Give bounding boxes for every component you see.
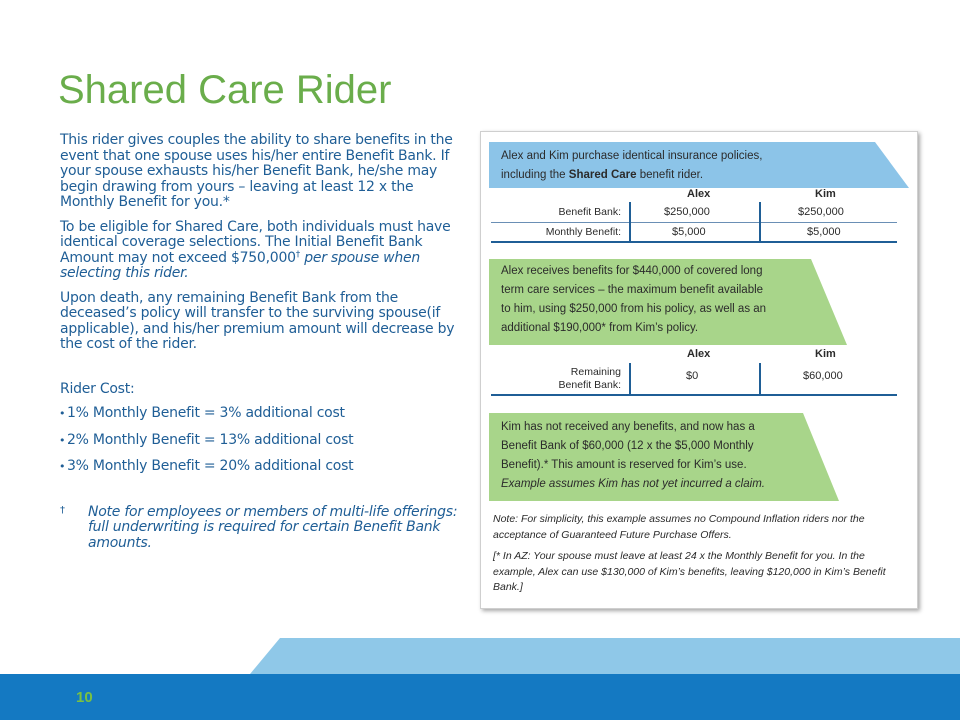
spacer bbox=[60, 362, 468, 382]
bullet-icon: • bbox=[59, 407, 66, 420]
footer-dark-band bbox=[0, 674, 960, 720]
alex-monthly-benefit: $5,000 bbox=[672, 226, 706, 238]
banner-kim-benefits bbox=[489, 413, 839, 501]
alex-remaining: $0 bbox=[686, 370, 699, 382]
bullet-icon: • bbox=[59, 433, 66, 447]
bullet-text: 1% Monthly Benefit = 3% additional cost bbox=[67, 405, 345, 421]
banner-bold-text: Shared Care bbox=[568, 169, 637, 181]
footnote bbox=[60, 505, 468, 552]
banner-line bbox=[501, 166, 909, 185]
banner-line: Benefit).* This amount is reserved for Kim’s use. bbox=[501, 459, 747, 471]
bullet-icon: • bbox=[59, 460, 66, 473]
kim-monthly-benefit: $5,000 bbox=[807, 226, 841, 238]
benefit-table-remaining bbox=[489, 346, 901, 402]
slide-title: Shared Care Rider bbox=[58, 68, 392, 112]
alex-benefit-bank: $250,000 bbox=[664, 206, 710, 218]
banner-alex-text bbox=[489, 259, 847, 338]
row-label-benefit-bank: Benefit Bank: bbox=[558, 206, 621, 218]
eligibility-text: To be eligible for Shared Care, both individuals must have identical coverage selections. The Initial Benefit Bank Amount may not exceed $750,000 bbox=[60, 218, 451, 266]
banner-line: Alex and Kim purchase identical insurance policies, bbox=[501, 150, 763, 162]
figure-note-az: [* In AZ: Your spouse must leave at least 24 x the Monthly Benefit for you. In the example, Alex can use $130,000 of Kim’s benefits, leaving $120,000 in Kim’s Benefit Bank.] bbox=[493, 550, 886, 593]
paragraph-eligibility bbox=[60, 220, 468, 282]
footer-band bbox=[0, 638, 960, 720]
list-item bbox=[60, 459, 468, 475]
table-column-divider bbox=[759, 202, 761, 242]
banner-kim-text bbox=[489, 413, 839, 494]
list-item bbox=[60, 433, 468, 449]
column-header-kim: Kim bbox=[815, 188, 836, 200]
banner-line: Alex receives benefits for $440,000 of covered long bbox=[501, 265, 763, 277]
row-label-remaining: Remaining bbox=[570, 366, 621, 378]
paragraph-shared-care-intro: This rider gives couples the ability to share benefits in the event that one spouse uses his/her entire Benefit Bank. If your spouse exhausts his/her Benefit Bank, he/she may begin drawing from yours – leaving at least 12 x the Monthly Benefit for you.* bbox=[60, 132, 453, 210]
banner-purchase bbox=[489, 142, 909, 188]
table-column-divider bbox=[629, 202, 631, 242]
shared-care-example-figure bbox=[480, 131, 918, 609]
dagger-superscript: † bbox=[295, 249, 301, 260]
banner-line: term care services – the maximum benefit available bbox=[501, 284, 764, 296]
rider-cost-list bbox=[60, 406, 468, 475]
table-column-divider bbox=[759, 363, 761, 395]
paragraph-death-transfer: Upon death, any remaining Benefit Bank from the deceased’s policy will transfer to the surviving spouse(if applicable), and his/her premium amount will decrease by the cost of the rider. bbox=[60, 289, 455, 352]
body-text bbox=[60, 133, 468, 551]
banner-line: to him, using $250,000 from his policy, as well as an bbox=[501, 303, 767, 315]
table-column-divider bbox=[629, 363, 631, 395]
footnote-text: Note for employees or members of multi-life offerings: full underwriting is required for certain Benefit Bank amounts. bbox=[88, 503, 458, 551]
row-label-benefit-bank: Benefit Bank: bbox=[558, 379, 621, 391]
dagger-marker: † bbox=[60, 504, 65, 516]
bullet-text: 2% Monthly Benefit = 13% additional cost bbox=[67, 431, 354, 448]
table-row-divider bbox=[491, 222, 897, 223]
banner-line: Kim has not received any benefits, and now has a bbox=[501, 421, 755, 433]
banner-line: Benefit Bank of $60,000 (12 x the $5,000 Monthly bbox=[501, 440, 754, 452]
banner-line: additional $190,000* from Kim’s policy. bbox=[501, 322, 699, 334]
figure-note-simplicity: Note: For simplicity, this example assumes no Compound Inflation riders nor the acceptance of Guaranteed Future Purchase Offers. bbox=[493, 513, 865, 541]
rider-cost-label: Rider Cost: bbox=[60, 380, 135, 397]
banner-text: including the bbox=[501, 169, 569, 181]
table-bottom-rule bbox=[491, 394, 897, 396]
table-bottom-rule bbox=[491, 241, 897, 243]
benefit-table-initial bbox=[489, 186, 901, 242]
banner-alex-benefits bbox=[489, 259, 847, 345]
page-number: 10 bbox=[76, 689, 93, 706]
column-header-alex: Alex bbox=[687, 348, 711, 360]
banner-purchase-text bbox=[489, 142, 909, 185]
list-item bbox=[60, 406, 468, 422]
eligibility-italic-text: per spouse when selecting this rider. bbox=[60, 249, 420, 281]
column-header-kim: Kim bbox=[815, 348, 836, 360]
kim-remaining: $60,000 bbox=[803, 370, 843, 382]
banner-text: benefit rider. bbox=[636, 169, 704, 181]
banner-italic-line: Example assumes Kim has not yet incurred a claim. bbox=[501, 478, 765, 490]
column-header-alex: Alex bbox=[687, 188, 711, 200]
kim-benefit-bank: $250,000 bbox=[798, 206, 844, 218]
bullet-text: 3% Monthly Benefit = 20% additional cost bbox=[67, 458, 354, 474]
row-label-monthly-benefit: Monthly Benefit: bbox=[545, 226, 621, 238]
